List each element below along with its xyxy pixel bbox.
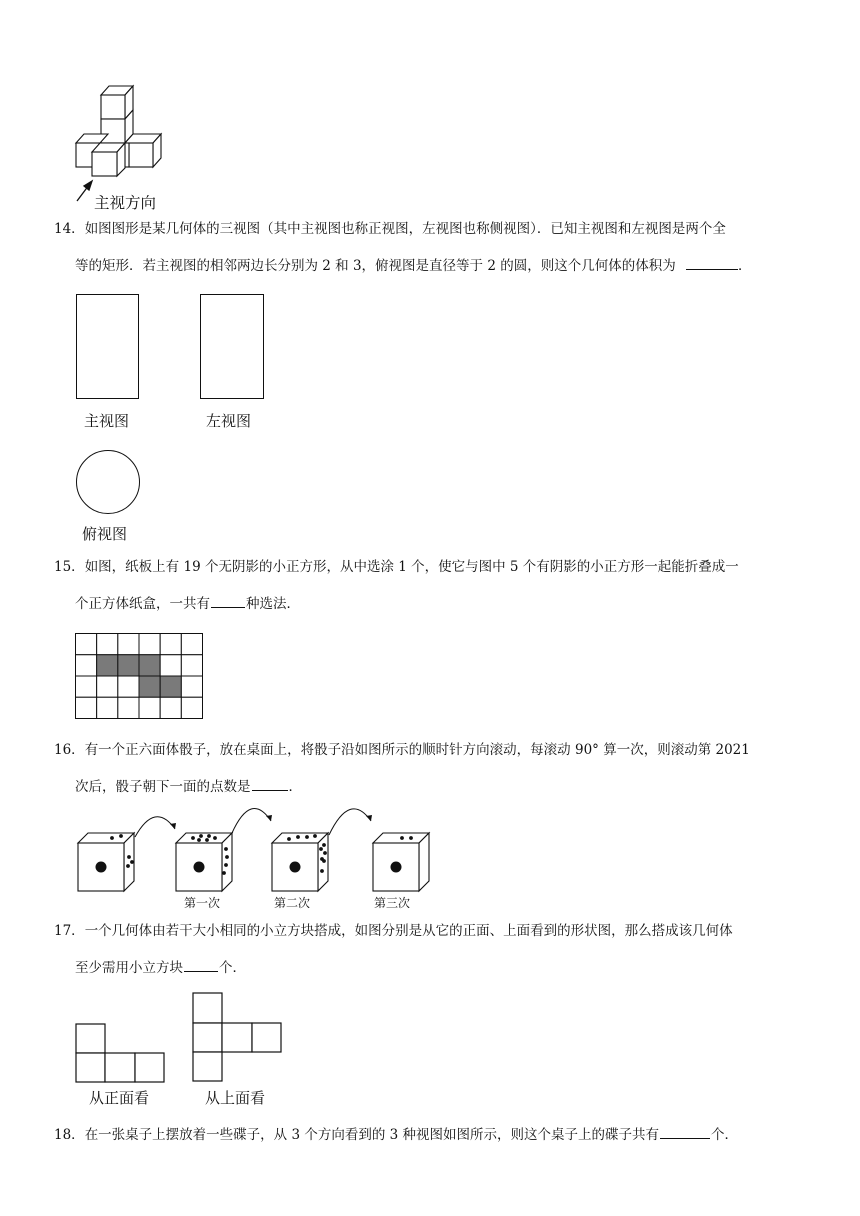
question-15-number: 15．	[54, 559, 85, 575]
question-18-number: 18．	[54, 1127, 85, 1143]
question-14-line1: 14．如图图形是某几何体的三视图（其中主视图也称正视图，左视图也称侧视图）．已知主视图和左视图是两个全	[54, 221, 726, 237]
shaded-cell	[118, 655, 139, 676]
grid-cell	[181, 697, 202, 718]
top-view-grid	[192, 992, 284, 1082]
grid-cell	[76, 655, 97, 676]
die-third-roll	[373, 833, 429, 891]
question-16-line1: 16．有一个正六面体骰子，放在桌面上，将骰子沿如图所示的顺时针方向滚动，每滚动 90° 算一次，则滚动第 2021	[54, 742, 750, 758]
question-15-line1: 15．如图，纸板上有 19 个无阴影的小正方形，从中选涂 1 个，使它与图中 5 个有阴影的小正方形一起能折叠成一	[54, 559, 739, 575]
grid-cell	[97, 697, 118, 718]
roll-arrows-icon	[135, 809, 371, 838]
grid-cell	[139, 634, 160, 655]
grid-cell	[97, 676, 118, 697]
grid-cell	[160, 655, 181, 676]
grid-cell	[139, 697, 160, 718]
left-view-label: 左视图	[206, 412, 252, 430]
question-15-line2: 个正方体纸盒，一共有 种选法．	[75, 593, 300, 614]
answer-blank-15[interactable]	[211, 593, 245, 608]
answer-blank-16[interactable]	[252, 776, 288, 791]
answer-blank-18[interactable]	[660, 1124, 710, 1139]
roll-label-1: 第一次	[184, 896, 221, 910]
left-view-rectangle	[200, 294, 264, 399]
grid-cell	[76, 676, 97, 697]
die-first-roll	[176, 833, 232, 891]
question-16-line2: 次后，骰子朝下一面的点数是 ．	[75, 776, 302, 797]
shaded-cell	[139, 676, 160, 697]
question-16-number: 16．	[54, 742, 85, 758]
die-initial	[78, 833, 134, 891]
dice-rolling-figure	[75, 803, 445, 893]
top-view-circle	[76, 450, 140, 514]
roll-label-2: 第二次	[274, 896, 311, 910]
grid-cell	[160, 697, 181, 718]
direction-label: 主视方向	[94, 194, 157, 212]
grid-cell	[181, 676, 202, 697]
front-view-rectangle	[76, 294, 139, 399]
shaded-cell	[139, 655, 160, 676]
front-view-grid	[75, 1023, 167, 1083]
grid-cell	[118, 676, 139, 697]
question-18-line1: 18．在一张桌子上摆放着一些碟子，从 3 个方向看到的 3 种视图如图所示，则这个桌子上的碟子共有 个．	[54, 1124, 738, 1145]
question-17-line2: 至少需用小立方块 个．	[75, 957, 246, 978]
top-view-caption: 从上面看	[205, 1089, 266, 1107]
question-14-number: 14．	[54, 221, 85, 237]
answer-blank-14[interactable]	[686, 255, 738, 270]
grid-cell	[118, 634, 139, 655]
grid-cell	[181, 634, 202, 655]
grid-cell	[76, 697, 97, 718]
grid-cell	[76, 634, 97, 655]
grid-cell	[97, 634, 118, 655]
die-second-roll	[272, 833, 328, 891]
question-17-line1: 17．一个几何体由若干大小相同的小立方块搭成，如图分别是从它的正面、上面看到的形状图，那么搭成该几何体	[54, 923, 733, 939]
front-view-caption: 从正面看	[89, 1089, 150, 1107]
top-view-label: 俯视图	[82, 525, 128, 543]
cube-stack-figure	[70, 80, 180, 190]
grid-cell	[160, 634, 181, 655]
paper-grid	[75, 633, 203, 719]
question-17-number: 17．	[54, 923, 85, 939]
shaded-cell	[160, 676, 181, 697]
grid-cell	[118, 697, 139, 718]
front-view-label: 主视图	[84, 412, 130, 430]
shaded-cell	[97, 655, 118, 676]
question-14-line2: 等的矩形．若主视图的相邻两边长分别为 2 和 3，俯视图是直径等于 2 的圆，则这个几何体的体积为 ．	[75, 255, 752, 276]
direction-arrow-icon	[77, 181, 92, 201]
answer-blank-17[interactable]	[184, 957, 218, 972]
roll-label-3: 第三次	[374, 896, 411, 910]
grid-cell	[181, 655, 202, 676]
